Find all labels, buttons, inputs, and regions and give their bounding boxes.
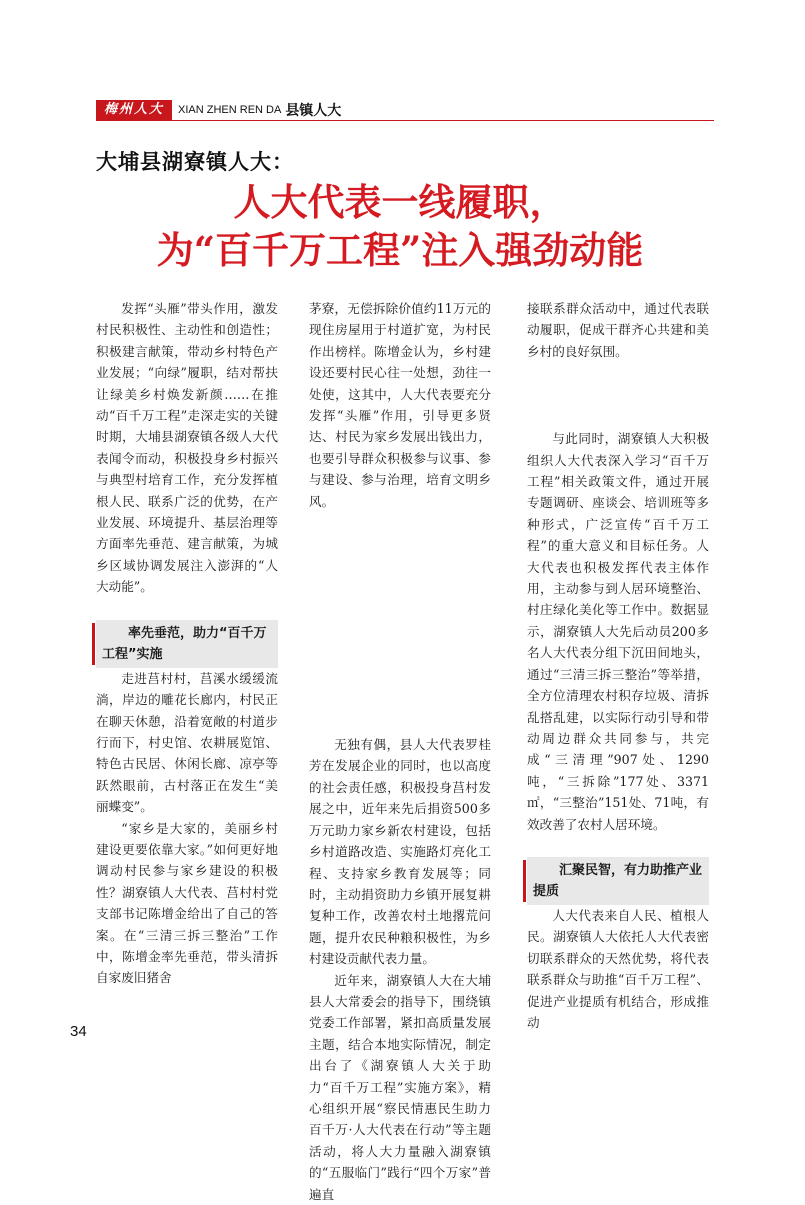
paragraph-intro: 发挥“头雁”带头作用，激发村民积极性、主动性和创造性；积极建言献策，带动乡村特色产业发展；“向绿”履职，结对帮扶让绿美乡村焕发新颜……在推动“百千万工程”走深走实的关键时期，大埔县湖寮镇各级人大代表闻令而动，积极投身乡村振兴与典型村培育工作，充分发挥植根人民、联系广泛的优势，在产业发展、环境提升、基层治理等方面率先垂范、建言献策，为城乡区域协调发展注入澎湃的“人大动能”。: [96, 301, 278, 595]
section-heading-2: [527, 857, 709, 905]
article-title-line1: 人大代表一线履职，: [233, 180, 567, 224]
paragraph-chenzengjin-cont: 茅寮，无偿拆除价值约11万元的现住房屋用于村道扩宽，为村民作出榜样。陈增金认为，乡村建设还要村民心往一处想，劲往一处使，这其中，人大代表要充分发挥“头雁”作用，引导更多贤达、村民为家乡发展出钱出力，也要引导群众积极参与议事、参与建设、参与治理，培育文明乡风。: [309, 301, 491, 509]
article-title-line2: 为“百千万工程”注入强劲动能: [156, 228, 644, 272]
section-heading-1: [96, 620, 278, 668]
page-number: 34: [70, 1023, 87, 1040]
section-heading-2-text: 汇聚民智，有力助推产业提质: [533, 862, 703, 899]
article-subtitle: 大埔县湖寮镇人大：: [96, 150, 294, 174]
section-heading-1-text: 率先垂范，助力“百千万工程”实施: [102, 625, 267, 662]
paragraph-industry: 人大代表来自人民、植根人民。湖寮镇人大依托人大代表密切联系群众的天然优势，将代表联系群众与助推“百千万工程”、促进产业提质有机结合，形成推动: [527, 907, 709, 1030]
text-column-3: [527, 298, 709, 1033]
paragraph-lead-summary: 近年来，湖寮镇人大在大埔县人大常委会的指导下，围绕镇党委工作部署，紧扣高质量发展主题，结合本地实际情况，制定出台了《湖寮镇人大关于助力“百千万工程”实施方案》，精心组织开展“察民情惠民生助力百千万·人大代表在行动”等主题活动，将人大力量融入湖寮镇的“五服临门”践行“四个万家”普遍直: [309, 972, 491, 1202]
paragraph-luoguifang: 无独有偶，县人大代表罗桂芳在发展企业的同时，也以高度的社会责任感，积极投身莒村发展之中，近年来先后捐资500多万元助力家乡新农村建设，包括乡村道路改造、实施路灯亮化工程、支持家乡教育发展等；同时，主动捐资助力乡镇开展复耕复种工作，改善农村土地撂荒问题，提升农民种粮积极性，为乡村建设贡献代表力量。: [309, 737, 491, 967]
column-section: 县镇人大: [285, 103, 342, 119]
text-column-2: [309, 298, 491, 1205]
paragraph-lead-summary-cont: 接联系群众活动中，通过代表联动履职，促成干群齐心共建和美乡村的良好氛围。: [527, 301, 709, 359]
paragraph-study: 与此同时，湖寮镇人大积极组织人大代表深入学习“百千万工程”相关政策文件，通过开展专题调研、座谈会、培训班等多种形式，广泛宣传“百千万工程”的重大意义和目标任务。人大代表也积极发挥代表主体作用，主动参与到人居环境整治、村庄绿化美化等工作中。数据显示，湖寮镇人大先后动员200多名人大代表分组下沉田间地头，通过“三清三拆三整治”等举措，全方位清理农村积存垃圾、清拆乱搭乱建，以实际行动引导和带动周边群众共同参与，共完成“三清理”907处、1290吨，“三拆除”177处、3371㎡，“三整治”151处、71吨，有效改善了农村人居环境。: [527, 431, 709, 832]
text-column-1: [96, 298, 278, 989]
paragraph-jucun: 走进莒村村，莒溪水缓缓流淌，岸边的雕花长廊内，村民正在聊天休憩，沿着宽敞的村道步行而下，村史馆、农耕展览馆、特色古民居、休闲长廊、凉亭等跃然眼前，古村落正在发生“美丽蝶变”。: [96, 670, 278, 815]
column-pinyin: XIAN ZHEN REN DA: [178, 104, 282, 116]
column-tag: 梅州人大: [96, 100, 172, 120]
paragraph-chenzengjin: “家乡是大家的，美丽乡村建设更要依靠大家。”如何更好地调动村民参与家乡建设的积极性？湖寮镇人大代表、莒村村党支部书记陈增金给出了自己的答案。在“三清三拆三整治”工作中，陈增金率先垂范，带头清拆自家废旧猪舍: [96, 820, 278, 986]
header-rule: [96, 120, 714, 121]
magazine-header: [96, 99, 341, 121]
